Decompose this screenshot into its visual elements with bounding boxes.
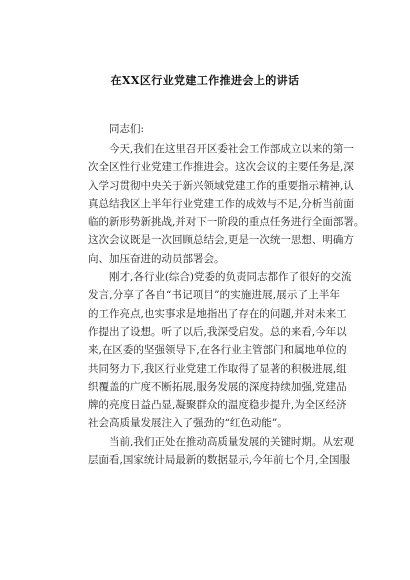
paragraph-line: 发言,分享了各自“书记项目”的实施进展,展示了上半年	[88, 289, 340, 302]
paragraph-line: 真总结我区上半年行业党建工作的成效与不足,分析当前面	[88, 197, 354, 210]
salutation: 同志们:	[109, 123, 145, 135]
paragraph-line: 今天,我们在这里召开区委社会工作部成立以来的第一	[109, 143, 354, 155]
paragraph-3	[88, 433, 354, 470]
paragraph-line: 作提出了设想。听了以后,我深受启发。总的来看,今年以	[88, 325, 347, 338]
paragraph-line: 临的新形势新挑战,并对下一阶段的重点任务进行全面部署。	[88, 216, 365, 229]
paragraph-line: 次全区性行业党建工作推进会。这次会议的主要任务是,深	[88, 161, 354, 174]
paragraph-1	[88, 140, 365, 268]
paragraph-line: 社会高质量发展注入了强劲的“红色动能”。	[88, 417, 288, 430]
paragraph-line: 这次会议既是一次回顾总结会,更是一次统一思想、明确方	[88, 234, 354, 247]
paragraph-line: 的工作亮点,也实事求是地指出了存在的问题,并对未来工	[88, 307, 347, 320]
paragraph-line: 层面看,国家统计局最新的数据显示,今年前七个月,全国服	[88, 454, 351, 467]
paragraph-line: 共同努力下,我区行业党建工作取得了显著的积极进展,组	[88, 362, 347, 375]
paragraph-line: 刚才,各行业(综合)党委的负责同志都作了很好的交流	[109, 271, 352, 284]
paragraph-line: 织覆盖的广度不断拓展,服务发展的深度持续加强,党建品	[88, 380, 347, 393]
paragraph-line: 向、加压奋进的动员部署会。	[88, 252, 225, 265]
paragraph-line: 当前,我们正处在推动高质量发展的关键时期。从宏观	[109, 435, 354, 448]
speech-body	[88, 118, 365, 469]
document-title: 在XX区行业党建工作推进会上的讲话	[110, 74, 300, 87]
paragraph-line: 牌的亮度日益凸显,凝聚群众的温度稳步提升,为全区经济	[88, 399, 347, 412]
paragraph-line: 来,在区委的坚强领导下,在各行业主管部门和属地单位的	[88, 344, 347, 357]
paragraph-line: 入学习贯彻中央关于新兴领域党建工作的重要指示精神,认	[88, 179, 354, 192]
paragraph-2	[88, 268, 352, 433]
